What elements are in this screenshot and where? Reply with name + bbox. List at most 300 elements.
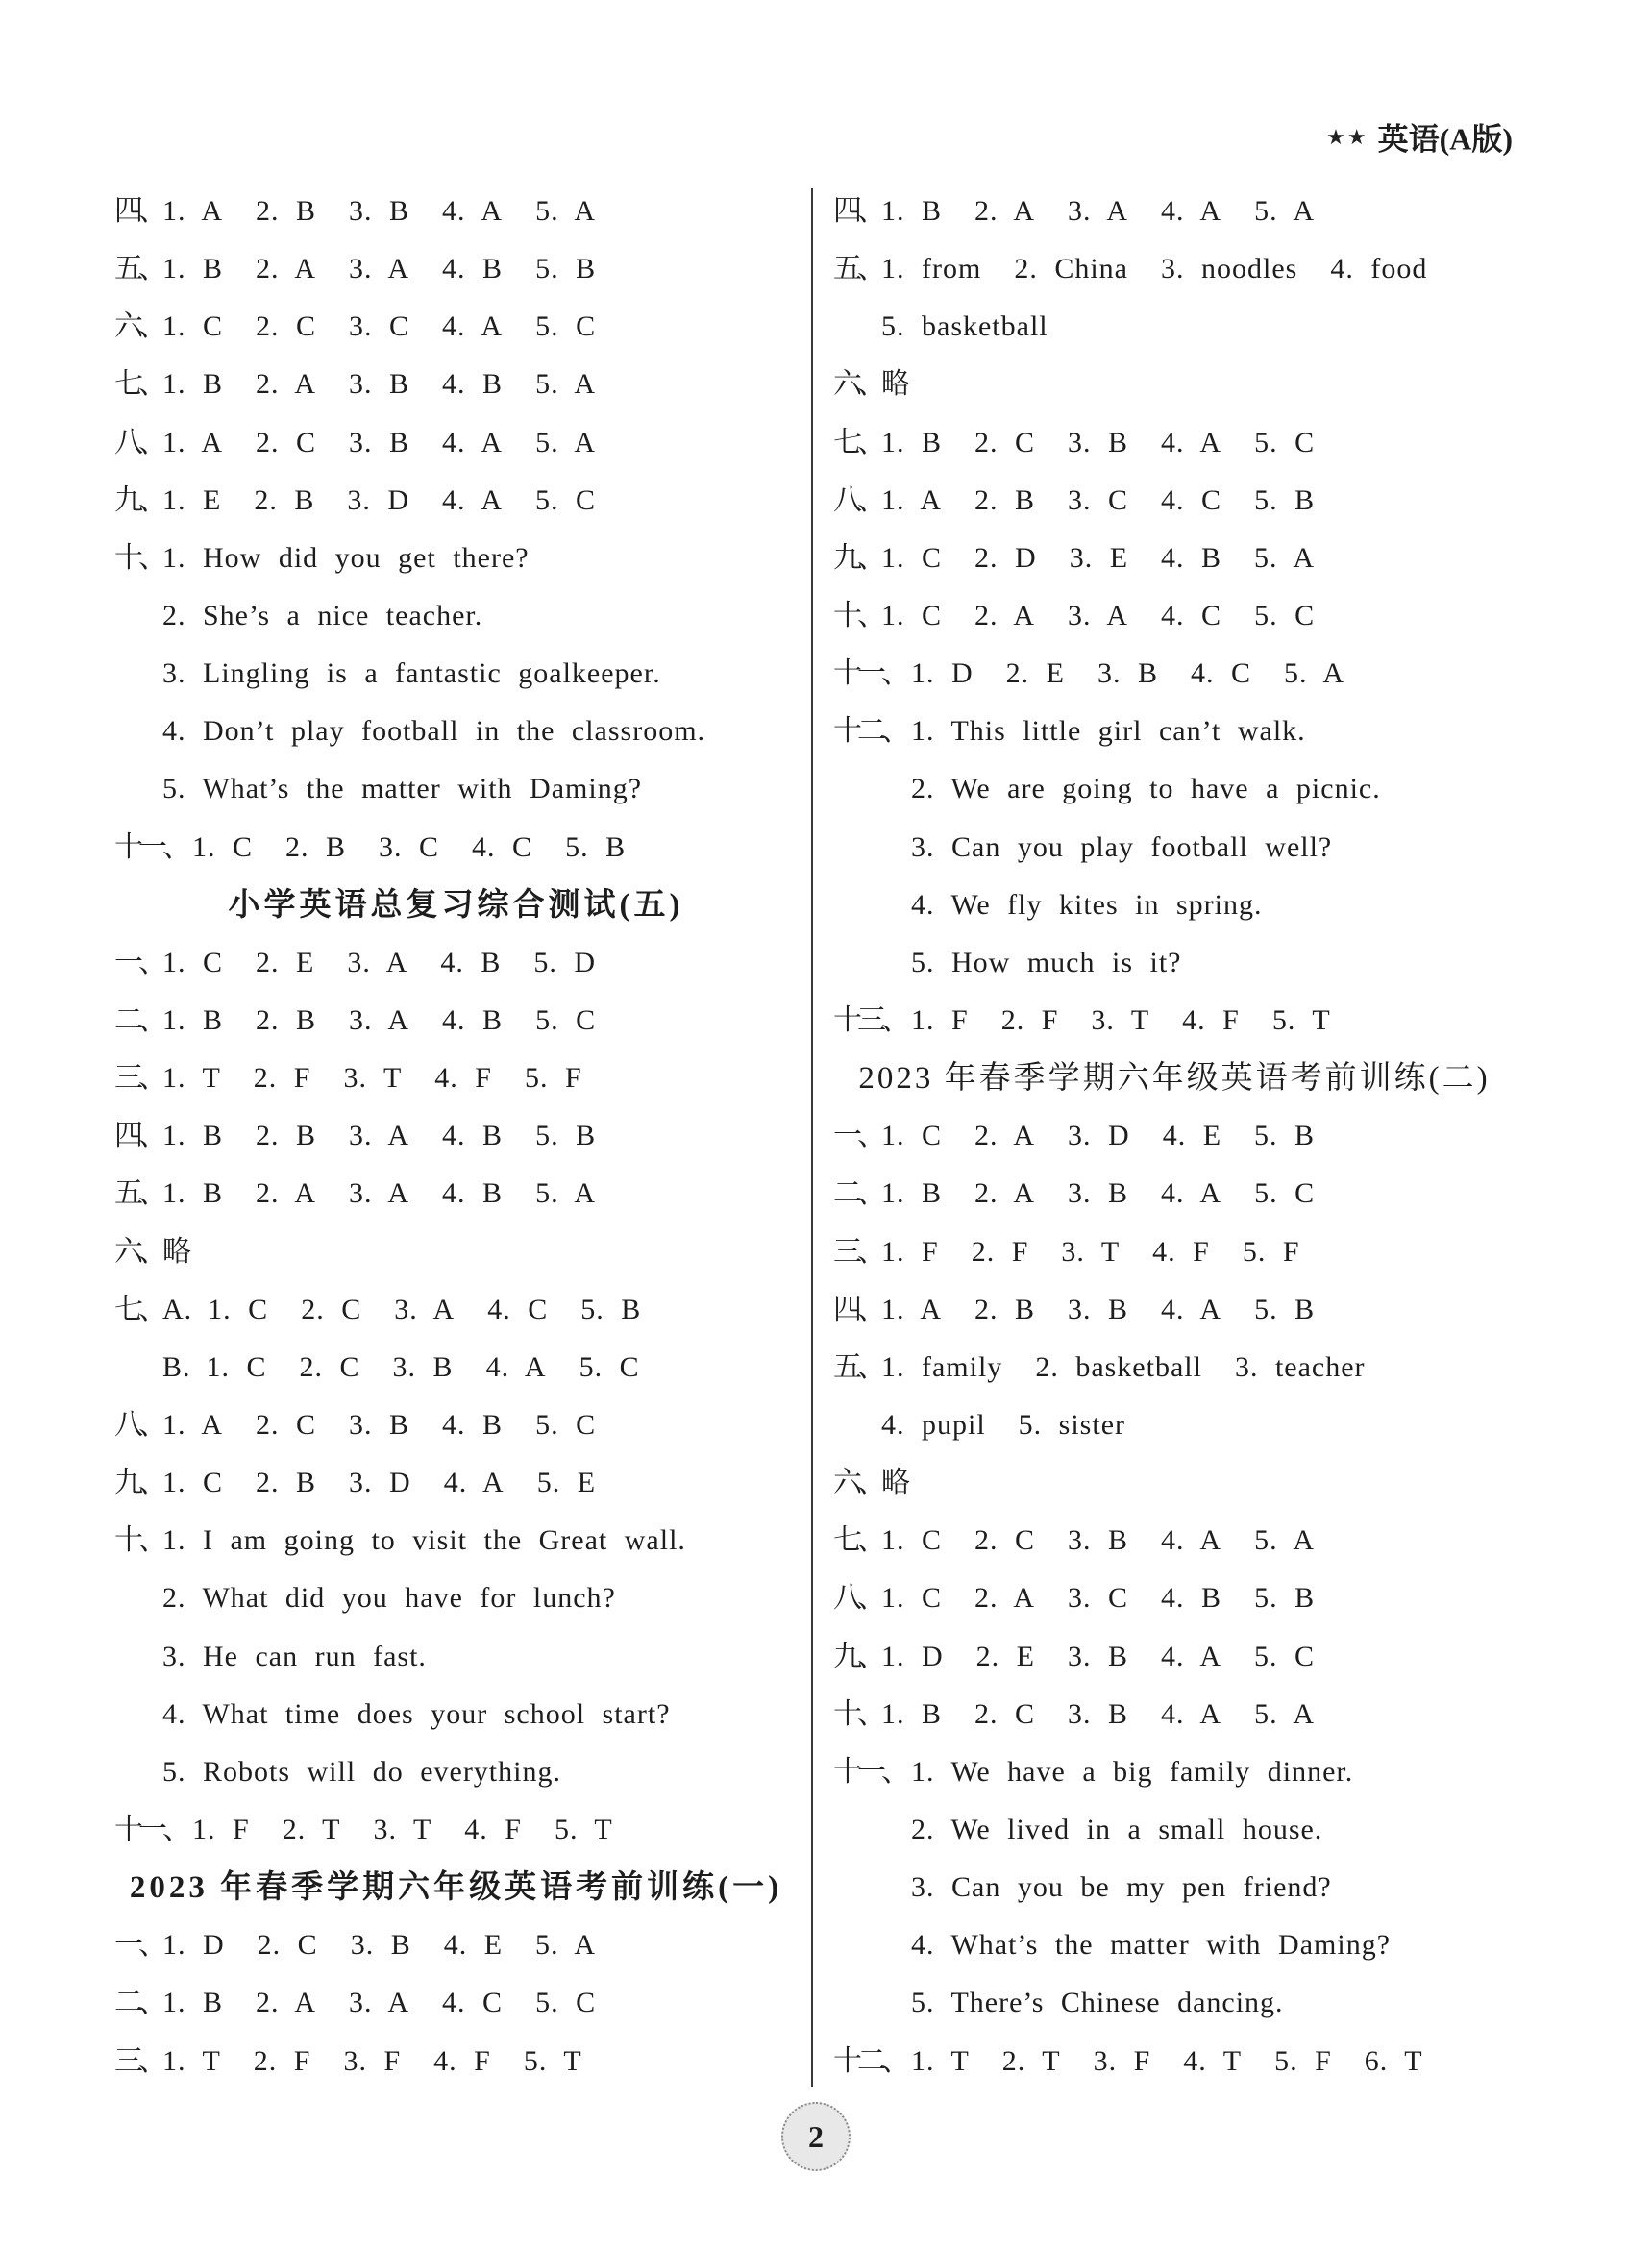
section-label: 八、	[833, 1582, 881, 1615]
section-label: 十三、	[833, 1003, 905, 1036]
answer-item: 3. B	[349, 1408, 410, 1441]
answer-item: 2. E	[975, 1640, 1035, 1672]
answer-lines	[881, 1107, 1516, 1165]
answer-item: 5. What’s the matter with Daming?	[162, 773, 643, 805]
answer-entry	[833, 1339, 1516, 1454]
answer-line	[881, 1569, 1516, 1627]
answer-lines	[881, 356, 1516, 413]
answer-line	[881, 240, 1516, 298]
answer-line	[911, 1801, 1516, 1859]
answer-item: 4. B	[442, 1177, 504, 1210]
answer-line	[911, 819, 1516, 877]
answer-item: 4. A	[1161, 426, 1222, 458]
answer-item: 2. A	[256, 368, 317, 401]
answer-item: 2. A	[974, 1177, 1036, 1210]
section-label: 九、	[833, 541, 881, 574]
answer-line	[162, 645, 798, 703]
answer-line	[162, 2033, 798, 2090]
answer-item: 5. A	[535, 1177, 597, 1210]
answer-item: 略	[162, 1235, 192, 1268]
answer-item: 4. A	[1161, 1293, 1222, 1325]
answer-item: 1. I am going to visit the Great wall.	[162, 1524, 686, 1557]
answer-item: 4. B	[442, 253, 504, 285]
answer-item: 1. T	[911, 2044, 970, 2077]
answer-entry	[833, 1628, 1516, 1686]
answer-entry	[833, 414, 1516, 472]
answer-entry	[114, 240, 798, 298]
answer-item: 4. Don’t play football in the classroom.	[162, 715, 706, 748]
answer-item: 2. C	[301, 1293, 362, 1325]
answer-item: 3. He can run fast.	[162, 1640, 427, 1672]
answer-item: 3. C	[1068, 483, 1129, 516]
section-label: 三、	[833, 1235, 881, 1268]
answer-item: 3. B	[1068, 1640, 1129, 1672]
answer-line	[162, 472, 798, 530]
answer-item: 1. C	[162, 310, 224, 343]
answer-item: 3. T	[1061, 1235, 1121, 1268]
answer-item: 3. T	[1091, 1003, 1150, 1036]
answer-item: 4. A	[1161, 1697, 1222, 1730]
answer-item: 5. D	[533, 946, 597, 978]
answer-item: 4. B	[442, 1120, 504, 1152]
answer-lines	[881, 587, 1516, 645]
answer-entry	[833, 1743, 1516, 2033]
answer-item: 2. A	[256, 253, 317, 285]
answer-line	[162, 1916, 798, 1974]
section-label: 一、	[833, 1120, 881, 1152]
answer-item: 4. T	[1183, 2044, 1243, 2077]
answer-item: 3. B	[1068, 1524, 1129, 1557]
answer-line	[881, 356, 1516, 413]
answer-item: 5. T	[1271, 1003, 1331, 1036]
section-label: 五、	[833, 253, 881, 285]
answer-line	[162, 414, 798, 472]
answer-lines	[881, 530, 1516, 587]
answer-item: 3. A	[349, 253, 410, 285]
answer-lines	[881, 1165, 1516, 1223]
section-label: 五、	[114, 1177, 162, 1210]
answer-entry	[114, 1107, 798, 1165]
answer-item: 3. Can you be my pen friend?	[911, 1871, 1332, 1904]
answer-entry	[114, 1223, 798, 1281]
answer-item: 3. A	[349, 1120, 410, 1152]
answer-item: 4. F	[434, 1062, 492, 1095]
answer-lines	[162, 2033, 798, 2090]
answer-item: 5. C	[535, 1987, 597, 2019]
answer-item: 2. B	[256, 1003, 317, 1036]
answer-item: 2. B	[256, 195, 317, 227]
answer-item: 2. B	[256, 1467, 317, 1499]
answer-entry	[114, 1165, 798, 1223]
answer-item: 4. A	[442, 310, 504, 343]
answer-item: 2. D	[974, 541, 1037, 574]
answer-entry	[114, 1281, 798, 1396]
answer-item: 4. B	[442, 1408, 504, 1441]
answer-item: 2. What did you have for lunch?	[162, 1582, 616, 1615]
answer-item: 2. E	[1005, 657, 1065, 690]
answer-item: 5. basketball	[881, 310, 1048, 343]
answer-item: 5. F	[1242, 1235, 1300, 1268]
answer-item: 3. A	[349, 1003, 410, 1036]
answer-item: 1. B	[162, 1987, 224, 2019]
answer-line	[162, 1281, 798, 1339]
answer-item: 3. F	[1093, 2044, 1151, 2077]
section-label: 十一、	[833, 657, 905, 690]
answer-item: 1. E	[162, 483, 222, 516]
answer-lines	[162, 1396, 798, 1454]
answer-line	[881, 1628, 1516, 1686]
answer-item: 5. C	[1254, 599, 1316, 631]
answer-entry	[114, 1512, 798, 1801]
answer-line	[162, 1339, 798, 1396]
answer-item: 5. B	[565, 830, 627, 863]
section-label: 十一、	[833, 1755, 905, 1788]
answer-lines	[162, 240, 798, 298]
answer-item: 2. T	[282, 1813, 341, 1845]
answer-item: 4. E	[1162, 1120, 1222, 1152]
answer-item: 3. B	[1068, 1177, 1129, 1210]
answer-entry	[833, 992, 1516, 1050]
answer-item: 1. B	[881, 1177, 943, 1210]
answer-lines	[911, 992, 1516, 1050]
answer-line	[162, 1165, 798, 1223]
answer-item: 5. C	[1254, 1640, 1316, 1672]
answer-item: 1. B	[162, 368, 224, 401]
answer-entry	[833, 472, 1516, 530]
answer-item: 略	[881, 1467, 911, 1499]
answer-entry	[833, 1686, 1516, 1743]
answer-item: 3. A	[394, 1293, 456, 1325]
answer-entry	[114, 819, 798, 877]
sub-part-label: B.	[162, 1350, 191, 1383]
answer-item: 3. A	[347, 946, 408, 978]
answer-item: 4. F	[1152, 1235, 1210, 1268]
sub-part-label: A.	[162, 1293, 193, 1325]
answer-line	[162, 1223, 798, 1281]
answer-entry	[833, 703, 1516, 992]
answer-line	[911, 877, 1516, 934]
subject-title: 英语(A版)	[1377, 121, 1513, 157]
answer-entry	[114, 183, 798, 240]
answer-lines	[162, 1050, 798, 1107]
star-icon: ★★	[1326, 126, 1368, 151]
section-label: 六、	[833, 368, 881, 401]
answer-item: 5. sister	[1018, 1408, 1125, 1441]
answer-item: 5. How much is it?	[911, 946, 1182, 978]
answer-item: 1. D	[881, 1640, 944, 1672]
answer-item: 4. A	[1161, 1640, 1222, 1672]
answer-line	[162, 1050, 798, 1107]
answer-line	[911, 1916, 1516, 1974]
answer-lines	[881, 1569, 1516, 1627]
answer-entry	[833, 1107, 1516, 1165]
answer-item: 1. C	[881, 541, 943, 574]
answer-line	[911, 992, 1516, 1050]
answer-item: 3. T	[373, 1813, 432, 1845]
answer-line	[881, 1686, 1516, 1743]
answer-item: 3. C	[349, 310, 410, 343]
answer-lines	[162, 1512, 798, 1801]
answer-entry	[833, 1512, 1516, 1569]
section-label: 十二、	[833, 2044, 905, 2077]
section-label: 六、	[114, 1235, 162, 1268]
answer-entry	[114, 1916, 798, 1974]
answer-item: 1. B	[881, 426, 943, 458]
answer-item: 3. teacher	[1234, 1350, 1366, 1383]
answer-item: 1. C	[881, 1524, 943, 1557]
right-answer-column	[833, 183, 1516, 2090]
answer-entry	[833, 356, 1516, 413]
answer-lines	[162, 1974, 798, 2032]
answer-item: 3. B	[1068, 1697, 1129, 1730]
answer-item: 2. F	[253, 1062, 311, 1095]
answer-lines	[162, 530, 798, 819]
answer-item: 1. D	[911, 657, 974, 690]
answer-line	[162, 1454, 798, 1512]
answer-item: 4. A	[442, 195, 504, 227]
answer-item: 3. A	[349, 1177, 410, 1210]
answer-item: 4. A	[443, 1467, 505, 1499]
section-heading: 2023 年春季学期六年级英语考前训练(一)	[129, 1870, 783, 1906]
answer-line	[911, 1974, 1516, 2032]
answer-item: 2. China	[1014, 253, 1128, 285]
answer-item: 4. pupil	[881, 1408, 986, 1441]
answer-item: 2. E	[256, 946, 315, 978]
answer-entry	[114, 1974, 798, 2032]
answer-line	[881, 414, 1516, 472]
answer-lines	[162, 1281, 798, 1396]
answer-lines	[192, 819, 798, 877]
answer-item: 1. C	[206, 1350, 267, 1383]
answer-lines	[162, 992, 798, 1050]
answer-item: 5. B	[1254, 1293, 1316, 1325]
answer-item: 5. F	[1274, 2044, 1332, 2077]
answer-lines	[881, 1628, 1516, 1686]
section-label: 五、	[833, 1350, 881, 1383]
section-label: 六、	[114, 310, 162, 343]
answer-item: 3. noodles	[1161, 253, 1298, 285]
answer-item: 1. This little girl can’t walk.	[911, 715, 1306, 748]
section-label: 三、	[114, 1062, 162, 1095]
answer-line	[162, 240, 798, 298]
left-answer-column	[114, 183, 798, 2090]
answer-item: 3. D	[347, 483, 410, 516]
answer-item: 2. A	[974, 195, 1036, 227]
answer-item: 4. C	[487, 1293, 549, 1325]
answer-item: 5. A	[1284, 657, 1345, 690]
answer-item: 3. B	[1097, 657, 1159, 690]
answer-item: 2. F	[971, 1235, 1029, 1268]
answer-item: 1. family	[881, 1350, 1003, 1383]
answer-item: 3. D	[1068, 1120, 1130, 1152]
answer-lines	[911, 645, 1516, 703]
answer-lines	[881, 183, 1516, 240]
answer-item: 4. A	[1161, 1177, 1222, 1210]
answer-line	[881, 1107, 1516, 1165]
answer-item: 2. C	[257, 1929, 318, 1962]
answer-line	[162, 1569, 798, 1627]
answer-item: 5. A	[535, 368, 597, 401]
answer-item: 4. B	[442, 1003, 504, 1036]
answer-item: 2. A	[974, 1582, 1036, 1615]
answer-entry	[114, 472, 798, 530]
answer-item: 2. B	[256, 1120, 317, 1152]
answer-entry	[833, 587, 1516, 645]
answer-item: 2. B	[974, 483, 1036, 516]
answer-item: 2. T	[1001, 2044, 1061, 2077]
answer-item: 1. C	[881, 1120, 943, 1152]
answer-lines	[162, 298, 798, 356]
answer-line	[162, 1512, 798, 1569]
answer-item: 2. We are going to have a picnic.	[911, 773, 1381, 805]
section-label: 八、	[114, 426, 162, 458]
answer-item: 5. C	[535, 310, 597, 343]
answer-item: 2. She’s a nice teacher.	[162, 599, 483, 631]
answer-entry	[114, 1801, 798, 1859]
answer-item: 3. C	[379, 830, 440, 863]
answer-line	[162, 992, 798, 1050]
answer-entry	[114, 414, 798, 472]
answer-line	[881, 1165, 1516, 1223]
answer-item: 4. What’s the matter with Daming?	[911, 1929, 1392, 1962]
answer-lines	[162, 472, 798, 530]
answer-line	[911, 1743, 1516, 1801]
answer-lines	[881, 1339, 1516, 1454]
answer-item: 2. C	[974, 1697, 1036, 1730]
answer-item: 1. F	[881, 1235, 939, 1268]
answer-item: 1. B	[162, 1003, 224, 1036]
answer-line	[881, 587, 1516, 645]
answer-entry	[114, 356, 798, 413]
answer-line	[162, 356, 798, 413]
section-label: 六、	[833, 1467, 881, 1499]
answer-item: 5. F	[524, 1062, 582, 1095]
answer-item: 2. A	[974, 599, 1036, 631]
answer-item: 1. A	[881, 1293, 943, 1325]
answer-item: 4. C	[472, 830, 533, 863]
answer-entry	[833, 183, 1516, 240]
answer-item: 5. T	[523, 2044, 582, 2077]
answer-lines	[162, 356, 798, 413]
answer-item: 3. E	[1069, 541, 1129, 574]
page-number-badge	[781, 2102, 851, 2171]
answer-item: 5. B	[1254, 483, 1316, 516]
answer-line	[162, 183, 798, 240]
answer-line	[162, 298, 798, 356]
answer-item: 4. A	[442, 426, 504, 458]
answer-line	[911, 703, 1516, 760]
answer-line	[162, 1686, 798, 1743]
answer-line	[911, 934, 1516, 992]
section-label: 四、	[114, 195, 162, 227]
section-label: 八、	[833, 483, 881, 516]
answer-item: 3. B	[392, 1350, 454, 1383]
answer-item: 3. B	[350, 1929, 411, 1962]
answer-lines	[881, 1281, 1516, 1339]
answer-item: 2. C	[974, 426, 1036, 458]
answer-lines	[162, 1165, 798, 1223]
answer-item: 5. C	[535, 1003, 597, 1036]
answer-line	[881, 1223, 1516, 1281]
section-label: 九、	[114, 483, 162, 516]
answer-item: 略	[881, 368, 911, 401]
answer-item: 1. B	[881, 1697, 943, 1730]
answer-item: 5. B	[580, 1293, 642, 1325]
answer-item: 1. D	[162, 1929, 225, 1962]
answer-line	[881, 1512, 1516, 1569]
answer-lines	[162, 1454, 798, 1512]
answer-lines	[911, 703, 1516, 992]
answer-item: 4. F	[1182, 1003, 1240, 1036]
answer-item: 1. B	[162, 1120, 224, 1152]
answer-item: 3. F	[343, 2044, 402, 2077]
section-label: 十、	[833, 599, 881, 631]
answer-item: 1. F	[192, 1813, 250, 1845]
answer-line	[192, 1801, 798, 1859]
answer-item: 3. B	[349, 426, 410, 458]
answer-item: 1. A	[162, 1408, 224, 1441]
answer-entry	[114, 2033, 798, 2090]
answer-item: 4. C	[1161, 599, 1222, 631]
page-number: 2	[808, 2119, 824, 2154]
answer-item: 5. A	[1254, 195, 1316, 227]
answer-line	[911, 1859, 1516, 1916]
answer-lines	[162, 183, 798, 240]
answer-item: 3. C	[1068, 1582, 1129, 1615]
answer-lines	[881, 1454, 1516, 1512]
section-label: 十一、	[114, 1813, 186, 1845]
answer-item: 2. B	[254, 483, 315, 516]
answer-line	[881, 183, 1516, 240]
answer-item: 5. A	[535, 195, 597, 227]
section-label: 四、	[114, 1120, 162, 1152]
answer-item: 3. A	[349, 1987, 410, 2019]
answer-lines	[162, 1916, 798, 1974]
answer-item: 5. C	[1254, 1177, 1316, 1210]
answer-item: 2. F	[253, 2044, 311, 2077]
answer-line	[162, 1396, 798, 1454]
answer-item: 5. A	[1254, 1697, 1316, 1730]
section-label: 十二、	[833, 715, 905, 748]
section-label: 九、	[833, 1640, 881, 1672]
answer-line	[162, 1107, 798, 1165]
answer-item: 3. Lingling is a fantastic goalkeeper.	[162, 657, 661, 690]
section-label: 二、	[114, 1987, 162, 2019]
section-label: 八、	[114, 1408, 162, 1441]
answer-entry	[833, 1223, 1516, 1281]
answer-item: 4. F	[464, 1813, 522, 1845]
answer-lines	[881, 1512, 1516, 1569]
answer-item: 1. from	[881, 253, 982, 285]
answer-item: 2. F	[1000, 1003, 1059, 1036]
answer-item: 1. C	[881, 1582, 943, 1615]
answer-item: 1. T	[162, 2044, 221, 2077]
answer-lines	[162, 1223, 798, 1281]
answer-item: 4. A	[1161, 1524, 1222, 1557]
answer-entry	[833, 645, 1516, 703]
answer-item: 3. B	[1068, 1293, 1129, 1325]
section-label: 七、	[114, 368, 162, 401]
answer-item: 2. C	[256, 310, 317, 343]
answer-item: 3. A	[1068, 599, 1129, 631]
answer-entry	[114, 1454, 798, 1512]
answer-item: 2. B	[974, 1293, 1036, 1325]
section-label: 二、	[114, 1003, 162, 1036]
answer-item: 3. B	[349, 368, 410, 401]
section-label: 十、	[114, 541, 162, 574]
answer-line	[162, 1974, 798, 2032]
answer-line	[881, 1396, 1516, 1454]
